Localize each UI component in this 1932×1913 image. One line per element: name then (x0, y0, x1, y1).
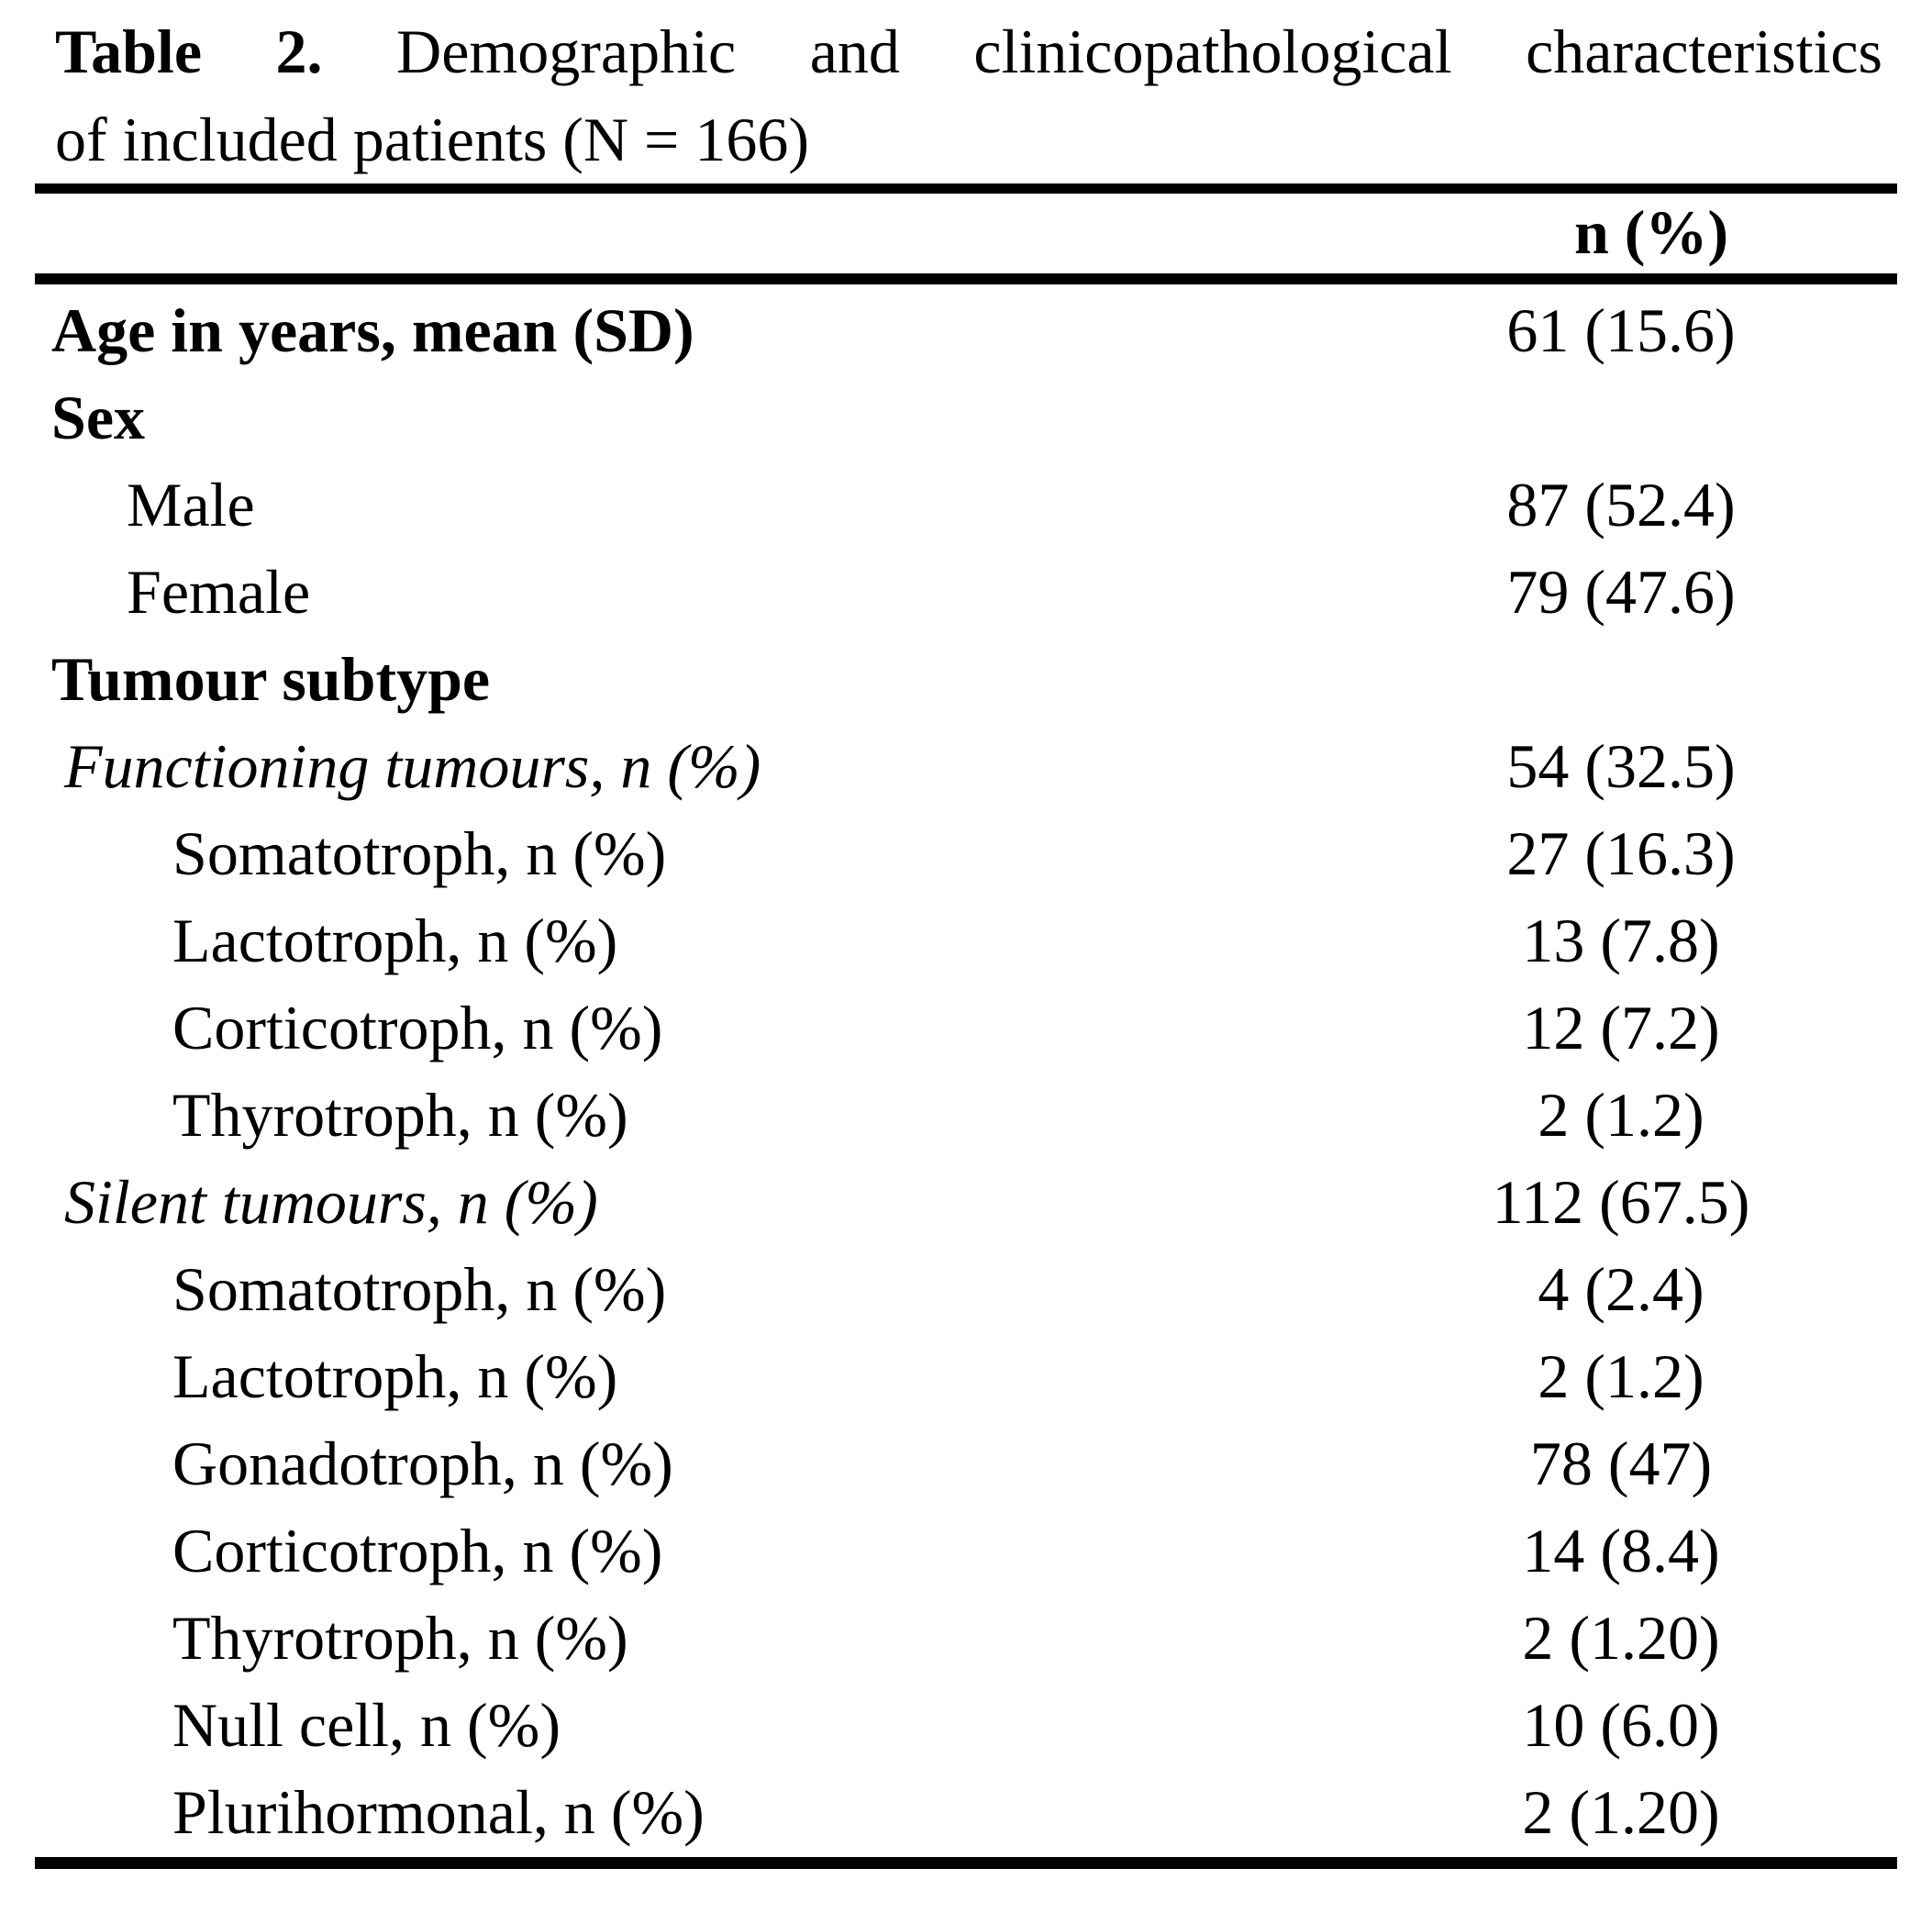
row-value: 54 (32.5) (1506, 731, 1736, 801)
row-label: Thyrotroph, n (%) (172, 1603, 628, 1673)
table-row (35, 984, 1897, 1072)
table-row (35, 636, 1897, 723)
table-row (35, 1246, 1897, 1333)
table-caption-line2: of included patients (N = 166) (55, 105, 810, 174)
table-row (35, 723, 1897, 810)
row-value: 10 (6.0) (1522, 1690, 1720, 1760)
row-label: Age in years, mean (SD) (51, 295, 694, 365)
row-value: 14 (8.4) (1522, 1516, 1720, 1585)
row-label: Somatotroph, n (%) (172, 1254, 667, 1324)
row-value: 2 (1.20) (1522, 1603, 1720, 1673)
row-value: 27 (16.3) (1506, 818, 1736, 888)
row-value: 4 (2.4) (1538, 1254, 1704, 1324)
row-label: Corticotroph, n (%) (172, 993, 663, 1062)
row-value: 2 (1.2) (1538, 1341, 1704, 1411)
table-caption-line1 (55, 7, 1882, 95)
table-row (35, 1420, 1897, 1507)
table-rule-header (35, 273, 1897, 284)
row-label: Corticotroph, n (%) (172, 1516, 663, 1585)
row-value: 78 (47) (1529, 1429, 1713, 1498)
table-row (35, 1682, 1897, 1769)
table-caption (55, 7, 1882, 184)
table-row (35, 1769, 1897, 1856)
row-label: Somatotroph, n (%) (172, 818, 667, 888)
table-row (35, 1595, 1897, 1682)
row-label: Silent tumours, n (%) (64, 1167, 598, 1237)
table-row (35, 897, 1897, 984)
table-row (35, 1072, 1897, 1159)
row-label: Tumour subtype (51, 644, 491, 714)
row-label: Lactotroph, n (%) (172, 906, 618, 975)
table-row (35, 549, 1897, 636)
row-value: 79 (47.6) (1506, 557, 1736, 627)
row-value: 13 (7.8) (1522, 906, 1720, 975)
table-row (35, 810, 1897, 897)
table-rule-bottom (35, 1857, 1897, 1869)
row-label: Functioning tumours, n (%) (64, 731, 761, 801)
row-label: Gonadotroph, n (%) (172, 1429, 673, 1498)
row-value: 87 (52.4) (1506, 470, 1736, 539)
row-label: Lactotroph, n (%) (172, 1341, 618, 1411)
row-value: 2 (1.2) (1538, 1080, 1704, 1150)
table-caption-text: Demographic and clinicopathological characteristics (396, 17, 1883, 86)
row-label: Sex (51, 383, 145, 452)
row-value: 12 (7.2) (1522, 993, 1720, 1062)
table-row (35, 1507, 1897, 1595)
table-row (35, 374, 1897, 462)
row-label: Thyrotroph, n (%) (172, 1080, 628, 1150)
table-row (35, 1333, 1897, 1420)
value-column-header: n (%) (1573, 197, 1729, 267)
table-caption-number: Table 2. (55, 17, 323, 86)
row-label: Null cell, n (%) (172, 1690, 561, 1760)
row-value: 61 (15.6) (1506, 295, 1736, 365)
table-body (35, 287, 1897, 1856)
row-label: Male (127, 470, 255, 539)
row-label: Plurihormonal, n (%) (172, 1777, 705, 1847)
table-row (35, 287, 1897, 374)
row-label: Female (127, 557, 311, 627)
row-value: 2 (1.20) (1522, 1777, 1720, 1847)
table-row (35, 462, 1897, 549)
row-value: 112 (67.5) (1492, 1167, 1750, 1237)
table-row (35, 1159, 1897, 1246)
